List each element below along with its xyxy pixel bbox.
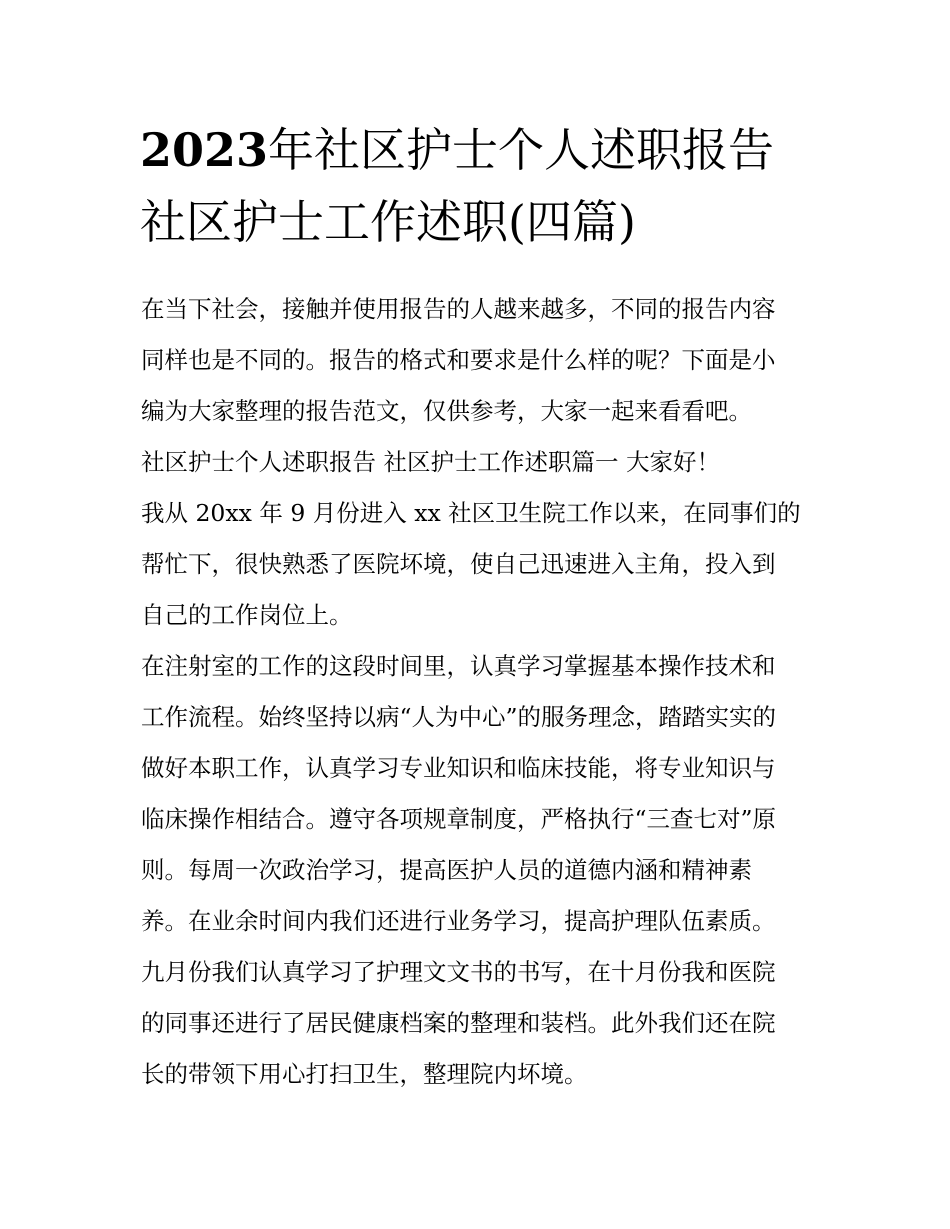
body-line: 在注射室的工作的这段时间里，认真学习掌握基本操作技术和	[141, 652, 776, 680]
title-line-1	[140, 114, 840, 186]
body-line: 的同事还进行了居民健康档案的整理和装档。此外我们还在院	[141, 1009, 776, 1037]
title-line-2: 社区护士工作述职(四篇)	[140, 195, 636, 249]
document-body	[141, 284, 821, 1100]
document-title	[140, 114, 840, 258]
body-line: 养。在业余时间内我们还进行业务学习，提高护理队伍素质。	[141, 907, 776, 935]
body-line: 九月份我们认真学习了护理文文书的书写，在十月份我和医院	[141, 958, 776, 986]
title-year: 2023	[140, 123, 269, 177]
body-line: 临床操作相结合。遵守各项规章制度，严格执行“三查七对”原	[141, 805, 777, 833]
body-line: 做好本职工作，认真学习专业知识和临床技能，将专业知识与	[141, 754, 776, 782]
body-line: 则。每周一次政治学习，提高医护人员的道德内涵和精神素	[141, 856, 752, 884]
body-line: 我从 20xx 年 9 月份进入 xx 社区卫生院工作以来，在同事们的	[141, 499, 801, 527]
body-line: 长的带领下用心打扫卫生，整理院内坏境。	[141, 1060, 588, 1088]
section-heading-line: 社区护士个人述职报告 社区护士工作述职篇一 大家好！	[141, 448, 720, 476]
title-line-1-text: 年社区护士个人述职报告	[268, 123, 775, 177]
body-line: 工作流程。始终坚持以病“人为中心”的服务理念，踏踏实实的	[141, 703, 777, 731]
body-line: 在当下社会，接触并使用报告的人越来越多，不同的报告内容	[141, 295, 776, 323]
body-line: 同样也是不同的。报告的格式和要求是什么样的呢？下面是小	[141, 346, 776, 374]
body-line: 帮忙下，很快熟悉了医院坏境，使自己迅速进入主角，投入到	[141, 550, 776, 578]
body-line: 自己的工作岗位上。	[141, 601, 353, 629]
body-line: 编为大家整理的报告范文，仅供参考，大家一起来看看吧。	[141, 397, 752, 425]
